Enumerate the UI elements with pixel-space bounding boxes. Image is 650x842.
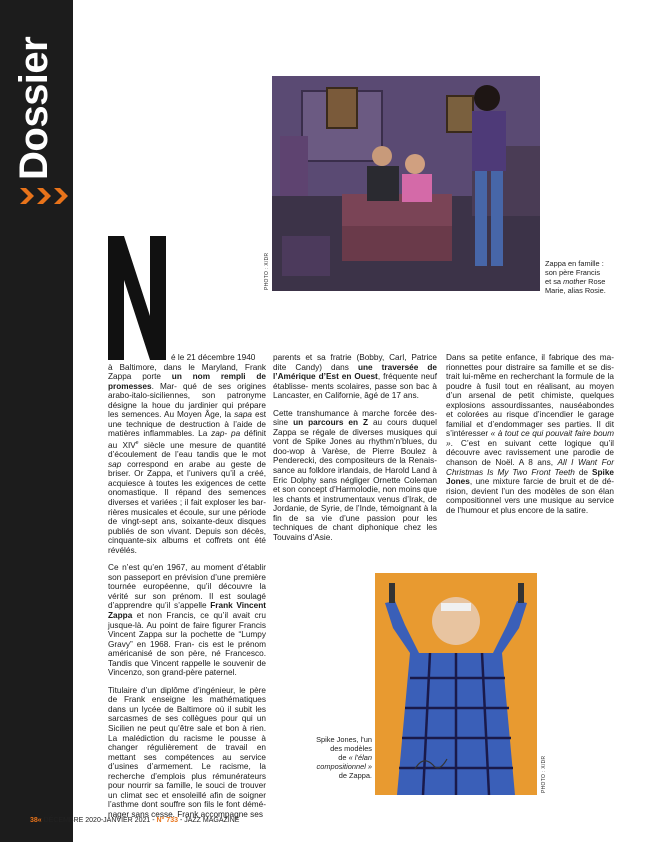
paragraph-5: Cette transhumance à marche forcée des- sine un parcours en Z au cours duquel Zappa se régale de diverses musiques qui vont de Spike Jones au rhythm’n’blues, du doo-wop à Varèse, de Pierre Boulez à Penderecki, des compositeurs de la Renais- sance au folklore irlandais, de Harold Land à Eric Dolphy sans négliger Ornette Coleman et son concept d’Harmolodie, non moins que les chants et instrumentaux venus d’Irak, de Jordanie, de Syrie, de l’Inde, témoignant à la fin de sa vie d’une passion pour les techniques de chant diphonique chez les Touvains d’Asie. [273, 408, 437, 542]
article-column-1 [108, 353, 266, 827]
spike-photo-caption: Spike Jones, l’un des modèles de « l’élan compositionnel » de Zappa. [316, 735, 372, 780]
page-number: 38 [30, 817, 38, 824]
chevrons-icon [20, 186, 72, 206]
paragraph-4: parents et sa fratrie (Bobby, Carl, Patrice dite Candy) dans une traversée de l’Amérique d’Est en Ouest, fréquente neuf établisse- ments scolaires, passe son bac à Lancaster, en Californie, âgé de 17 ans. [273, 353, 438, 401]
paragraph-6: Dans sa petite enfance, il fabrique des ma- rionnettes pour distraire sa famille et se dis- trait lui-même en recherchant la formule de la poudre à fusil tout en réalisant, au moyen d’un arsenal de petit chimiste, quelques explosions assourdissantes, nauséabondes et colorées au risque d’incendier le garage familial et d’endommager ses parties. Il dit s’intéresser « à tout ce qui pouvait faire boum ». C’est en suivant cette logique qu’il découvre avec ravissement une parodie de chanson de Noël. A 8 ans, All I Want For Christmas Is My Two Front Teeth de Spike Jones, une mixture farcie de bruit et de dé- rision, devient l’un des modèles de son élan compositionnel vers une musique au service de l’humour et plus encore de la satire. [446, 353, 614, 515]
chevron-left-icon: « [37, 817, 42, 824]
family-photo [272, 76, 540, 291]
section-title: Dossier [12, 36, 56, 180]
paragraph-3: Titulaire d’un diplôme d’ingénieur, le père de Frank enseigne les mathématiques dans un lycée de Baltimore où il subit les sarcasmes de ses collègues pour qui un Sicilien ne peut qu’être sale et bon à rien. La malédiction du racisme le pousse à changer régulièrement de travail en mettant ses compétences au service d’usines d’armement. Le racisme, la recherche d’emplois plus rémunérateurs pour nourrir sa famille, le souci de trouver un climat sec et ensoleillé afin de soigner l’asthme dont souffre son fils le font démé- nager sans cesse. Frank accompagne ses [108, 685, 267, 819]
page-footer [30, 817, 239, 824]
article-column-2 [273, 353, 437, 550]
family-photo-caption: Zappa en famille : son père Francis et sa mother Rose Marie, alias Rosie. [545, 259, 606, 295]
photo-credit-family: PHOTO : X/DR [264, 252, 270, 290]
magazine-name: - JAZZ MAGAZINE [179, 817, 240, 824]
issue-number: N° 733 [156, 817, 178, 824]
spike-jones-photo [375, 573, 537, 795]
drop-cap [108, 236, 166, 360]
paragraph-1: é le 21 décembre 1940 à Baltimore, dans le Maryland, Frank Zappa porte un nom rempli de promesses. Mar- qué de ses origines arabo-italo-siciliennes, son patronyme désigne la houe du jardinier qui prépare les semences. Au Moyen Âge, la sapa est une technique de destruction à l’aide de matières inflammables. La zap- pa définit au XIVe siècle une mesure de quantité d’écoulement de l’eau tandis que le mot sap correspond en arabe au geste de briser. Or Zappa, et l’univers qu’il a créé, acquiesce à toutes les exigences de cette onomastique. Il répand des semences diverses et variées ; il fait exploser les bar- rières musicales et écoule, sur une période de vingt-sept ans, soixante-deux disques publiés de son vivant. Depuis son décès, cinquante-six albums et coffrets ont été révélés. [108, 353, 267, 555]
paragraph-2: Ce n’est qu’en 1967, au moment d’établir son passeport en prévision d’une première tournée européenne, qu’il découvre la vérité sur son prénom. Il est soulagé d’apprendre qu’il s’appelle Frank Vincent Zappa et non Francis, ce qu’il avait cru jusque-là. Au point de faire figurer Francis Vincent Zappa sur la pochette de “Lumpy Gravy” en 1968. Fran- cis est le prénom américanisé de son père, né Francesco. Tandis que Vincent rappelle le souvenir de Vincenzo, son grand-père paternel. [108, 563, 267, 678]
photo-credit-spike: PHOTO : X/DR [541, 755, 547, 793]
article-column-3 [446, 353, 614, 523]
issue-date: DÉCEMBRE 2020-JANVIER 2021 - [43, 817, 155, 824]
